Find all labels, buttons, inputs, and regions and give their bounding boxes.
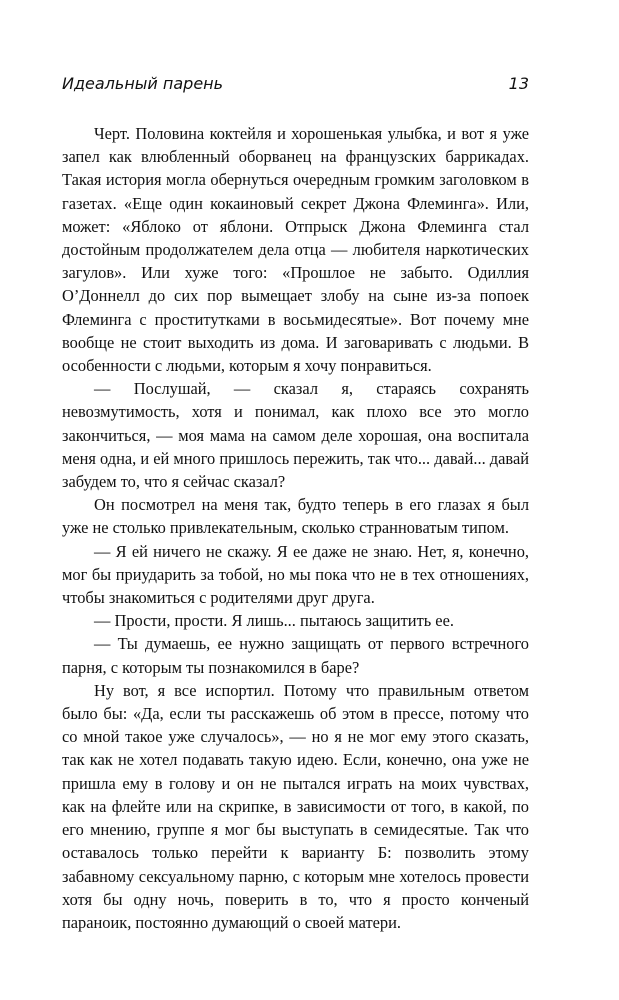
paragraph: — Ты думаешь, ее нужно защищать от первого встречного парня, с которым ты познакомился в баре? — [62, 634, 529, 677]
paragraph: — Послушай, — сказал я, стараясь сохранять невозмутимость, хотя и понимал, как плохо все это могло закончиться, — моя мама на самом деле хорошая, она воспитала меня одна, и ей много пришлось пережить, так что... давай... давай забудем то, что я сейчас сказал? — [62, 379, 529, 492]
paragraph: — Я ей ничего не скажу. Я ее даже не знаю. Нет, я, конечно, мог бы приударить за тобой, но мы пока что не в тех отношениях, чтобы знакомиться с родителями друг друга. — [62, 541, 529, 608]
page-number: 13 — [508, 74, 529, 93]
paragraph: — Прости, прости. Я лишь... пытаюсь защитить ее. — [94, 611, 454, 631]
paragraph: Черт. Половина коктейля и хорошенькая улыбка, и вот я уже запел как влюбленный оборванец на французских баррикадах. Такая история могла обернуться очередным громким заголовком в газетах. «Еще один кокаиновый секрет Джона Флеминга». Или, может: «Яблоко от яблони. Отпрыск Джона Флеминга стал достойным продолжателем дела отца — любителя наркотических загулов». Или хуже того: «Прошлое не забыто. Одиллия О’Доннелл до сих пор вымещает злобу на сыне из-за попоек Флеминга с проститутками в восьмидесятые». Вот почему мне вообще не стоит выходить из дома. И заговаривать с людьми. В особенности с людьми, которым я хочу понравиться. — [62, 124, 529, 376]
paragraph: Ну вот, я все испортил. Потому что правильным ответом было бы: «Да, если ты расскажешь об этом в прессе, потому что со мной такое уже случалось», — но я не мог ему этого сказать, так как не хотел подавать такую идею. Если, конечно, она уже не пришла ему в голову и он не пытался играть на моих чувствах, как на флейте или на скрипке, в зависимости от того, в какой, по его мнению, группе я мог бы выступать в семидесятые. Так что оставалось только перейти к варианту Б: позволить этому забавному сексуальному парню, с которым мне хотелось провести хотя бы одну ночь, поверить в то, что я просто конченый параноик, постоянно думающий о своей матери. — [62, 680, 529, 932]
running-head — [62, 74, 529, 98]
running-title: Идеальный парень — [62, 74, 224, 93]
paragraph: Он посмотрел на меня так, будто теперь в его глазах я был уже не столько привлекательным, сколько странноватым типом. — [62, 495, 529, 538]
body-text — [62, 122, 529, 934]
